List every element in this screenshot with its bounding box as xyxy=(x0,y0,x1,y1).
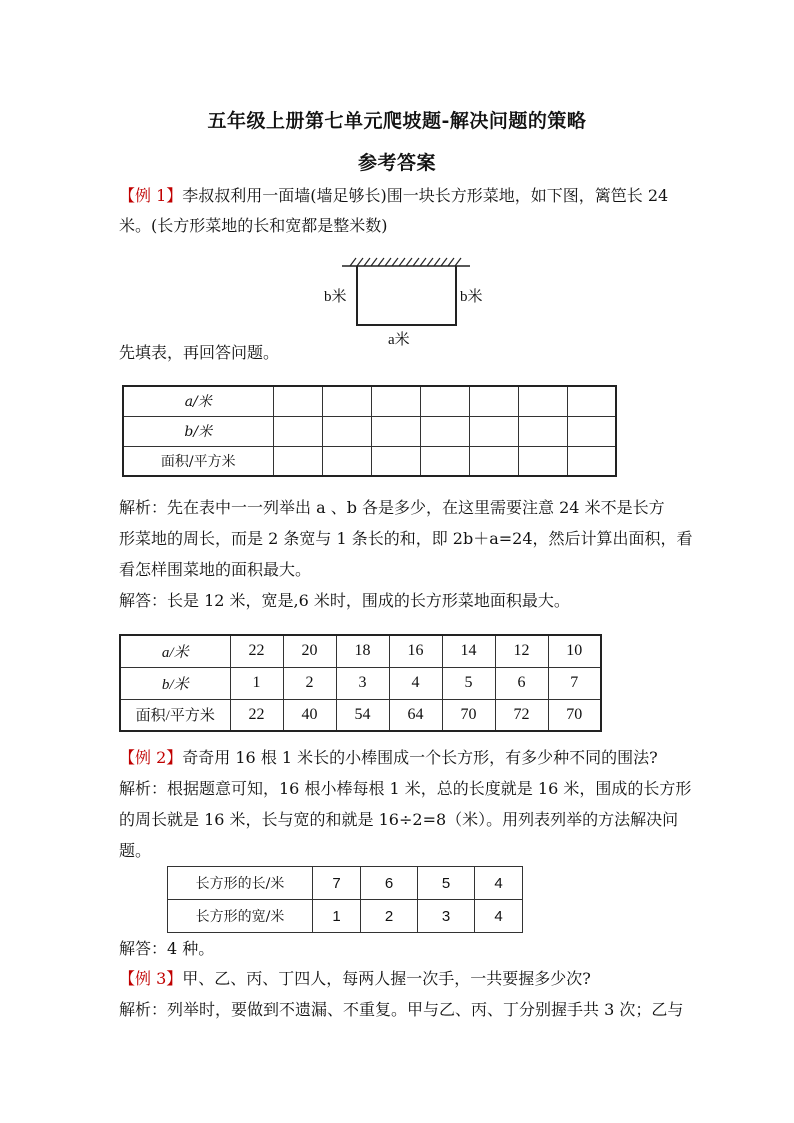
bottom-side-label: a米 xyxy=(388,332,410,348)
table-row xyxy=(123,416,616,446)
blank-cell[interactable] xyxy=(469,416,518,446)
blank-cell[interactable] xyxy=(273,416,322,446)
row-header: a/米 xyxy=(120,635,230,667)
example-2-question xyxy=(119,748,679,768)
blank-cell[interactable] xyxy=(371,446,420,476)
example-3-question xyxy=(119,969,679,989)
page-subtitle: 参考答案 xyxy=(357,152,436,174)
table-cell: 4 xyxy=(475,900,523,933)
example-3-text: 甲、乙、丙、丁四人，每两人握一次手，一共要握多少次? xyxy=(182,969,591,988)
table-cell: 2 xyxy=(283,667,336,699)
table-cell: 5 xyxy=(442,667,495,699)
example-2-text: 奇奇用 16 根 1 米长的小棒围成一个长方形，有多少种不同的围法? xyxy=(182,748,658,767)
table-cell: 70 xyxy=(548,699,601,731)
table-cell: 10 xyxy=(548,635,601,667)
table-cell: 16 xyxy=(389,635,442,667)
answer-table xyxy=(119,634,602,732)
blank-cell[interactable] xyxy=(420,416,469,446)
example-1-tag: 【例 1】 xyxy=(119,186,183,205)
table-cell: 70 xyxy=(442,699,495,731)
table-row xyxy=(120,699,601,731)
example-3-analysis-line-1: 解析：列举时，要做到不遗漏、不重复。甲与乙、丙、丁分别握手共 3 次；乙与 xyxy=(119,1000,684,1019)
table-cell: 5 xyxy=(418,867,475,900)
row-header: 面积/平方米 xyxy=(120,699,230,731)
blank-cell[interactable] xyxy=(322,416,371,446)
table-cell: 22 xyxy=(230,699,283,731)
table-row xyxy=(120,667,601,699)
table-row xyxy=(168,867,523,900)
table-row xyxy=(123,386,616,416)
blank-fill-table xyxy=(122,385,617,477)
table-cell: 6 xyxy=(361,867,418,900)
row-header: 长方形的长/米 xyxy=(168,867,313,900)
table-row xyxy=(123,446,616,476)
blank-cell[interactable] xyxy=(469,446,518,476)
table-cell: 22 xyxy=(230,635,283,667)
table-cell: 2 xyxy=(361,900,418,933)
example-1-question-line-2: 米。(长方形菜地的长和宽都是整米数) xyxy=(119,216,388,235)
blank-cell[interactable] xyxy=(371,386,420,416)
blank-cell[interactable] xyxy=(322,386,371,416)
table-cell: 18 xyxy=(336,635,389,667)
blank-cell[interactable] xyxy=(469,386,518,416)
blank-cell[interactable] xyxy=(567,416,616,446)
example-3-tag: 【例 3】 xyxy=(119,969,183,988)
example-2-tag: 【例 2】 xyxy=(119,748,183,767)
table-cell: 40 xyxy=(283,699,336,731)
blank-cell[interactable] xyxy=(273,386,322,416)
row-header: a/米 xyxy=(123,386,273,416)
example-2-answer: 解答：4 种。 xyxy=(119,939,215,958)
blank-cell[interactable] xyxy=(567,446,616,476)
left-side-label: b米 xyxy=(324,289,347,305)
table-cell: 1 xyxy=(230,667,283,699)
table-cell: 12 xyxy=(495,635,548,667)
row-header: b/米 xyxy=(123,416,273,446)
example-1-question-line-1 xyxy=(119,186,679,206)
table-cell: 72 xyxy=(495,699,548,731)
table-cell: 7 xyxy=(313,867,361,900)
example-1-analysis-line-2: 形菜地的周长，而是 2 条宽与 1 条长的和，即 2b＋a=24，然后计算出面积，看 xyxy=(119,529,693,548)
blank-cell[interactable] xyxy=(518,386,567,416)
table-cell: 4 xyxy=(389,667,442,699)
table-cell: 3 xyxy=(336,667,389,699)
blank-cell[interactable] xyxy=(420,386,469,416)
example-1-analysis-line-3: 看怎样围菜地的面积最大。 xyxy=(119,560,312,579)
table-cell: 4 xyxy=(475,867,523,900)
blank-cell[interactable] xyxy=(518,416,567,446)
table-cell: 3 xyxy=(418,900,475,933)
row-header: b/米 xyxy=(120,667,230,699)
blank-cell[interactable] xyxy=(371,416,420,446)
example-1-instruction: 先填表，再回答问题。 xyxy=(119,343,280,362)
table-cell: 64 xyxy=(389,699,442,731)
wall-hatching xyxy=(350,258,461,266)
example-1-analysis-line-1: 解析：先在表中一一列举出 a 、b 各是多少，在这里需要注意 24 米不是长方 xyxy=(119,498,665,517)
example-1-answer: 解答：长是 12 米，宽是,6 米时，围成的长方形菜地面积最大。 xyxy=(119,591,570,610)
table-cell: 14 xyxy=(442,635,495,667)
row-header: 长方形的宽/米 xyxy=(168,900,313,933)
right-side-label: b米 xyxy=(460,289,483,305)
blank-cell[interactable] xyxy=(518,446,567,476)
example-1-text: 李叔叔利用一面墙(墙足够长)围一块长方形菜地，如下图，篱笆长 24 xyxy=(182,186,669,205)
table-cell: 54 xyxy=(336,699,389,731)
blank-cell[interactable] xyxy=(322,446,371,476)
blank-cell[interactable] xyxy=(273,446,322,476)
table-cell: 1 xyxy=(313,900,361,933)
blank-cell[interactable] xyxy=(567,386,616,416)
blank-cell[interactable] xyxy=(420,446,469,476)
table-row xyxy=(168,900,523,933)
example-2-analysis-line-3: 题。 xyxy=(119,841,152,860)
example-2-analysis-line-2: 的周长就是 16 米，长与宽的和就是 16÷2=8（米）。用列表列举的方法解决问 xyxy=(119,810,679,829)
table-row xyxy=(120,635,601,667)
table-cell: 20 xyxy=(283,635,336,667)
row-header: 面积/平方米 xyxy=(123,446,273,476)
rectangle-table xyxy=(167,866,523,933)
table-cell: 7 xyxy=(548,667,601,699)
fence-diagram xyxy=(320,256,483,348)
table-cell: 6 xyxy=(495,667,548,699)
page-title: 五年级上册第七单元爬坡题-解决问题的策略 xyxy=(207,110,587,132)
example-2-analysis-line-1: 解析：根据题意可知，16 根小棒每根 1 米，总的长度就是 16 米，围成的长方形 xyxy=(119,779,692,798)
fence-rectangle xyxy=(357,266,456,325)
